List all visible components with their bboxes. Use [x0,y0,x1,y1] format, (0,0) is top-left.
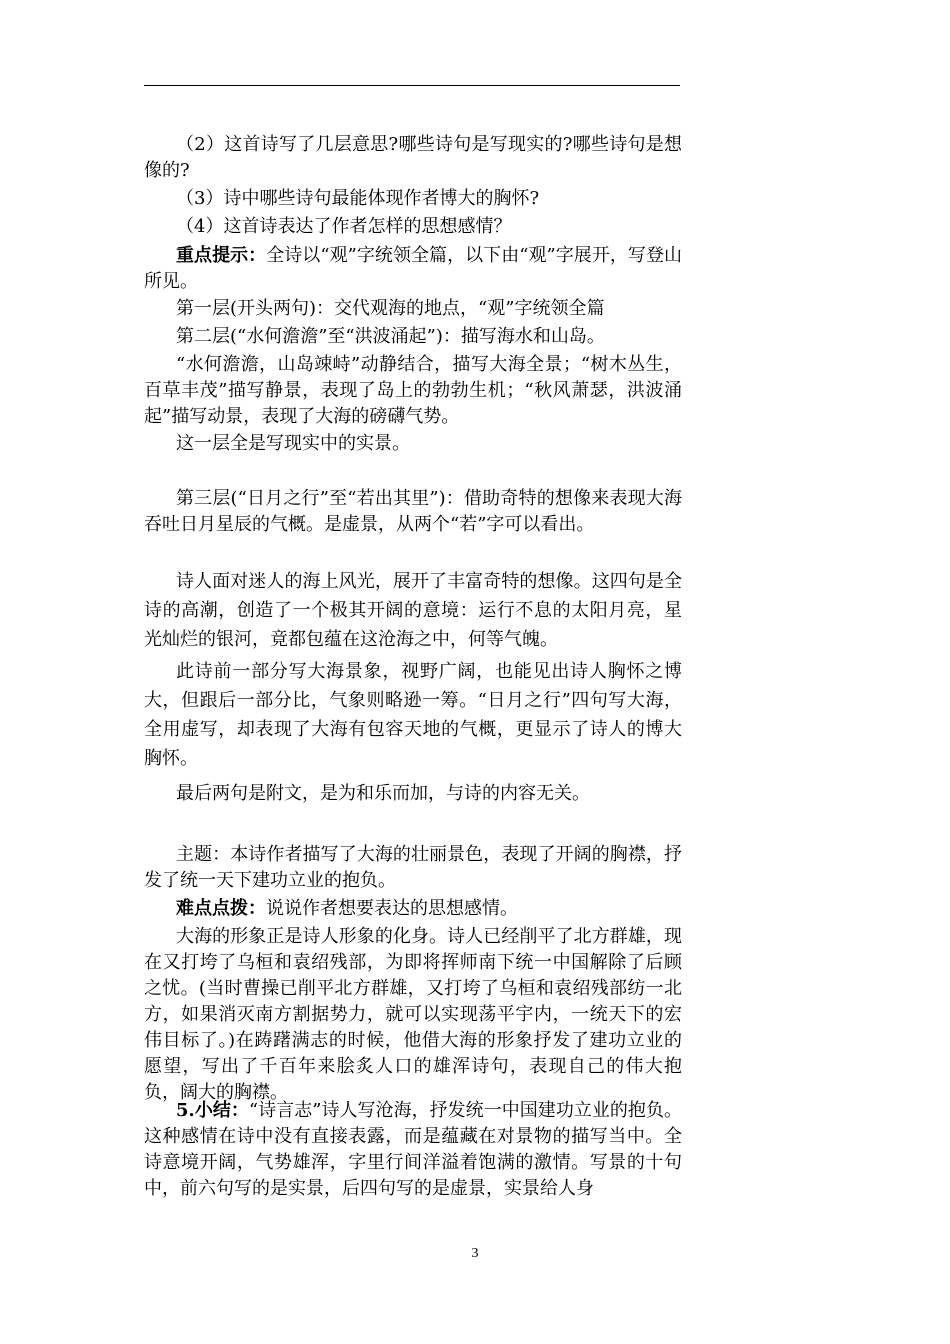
paragraph: （3）诗中哪些诗句最能体现作者博大的胸怀? [176,188,540,209]
summary-text: “诗言志”诗人写沧海，抒发统一中国建功立业的抱负。这种感情在诗中没有直接表露，而是蕴藏在对景物的描写当中。全诗意境开阔，气势雄浑，字里行间洋溢着饱满的激情。写景的十句中，前六句写的是实景，后四句写的是虚景，实景给人身 [144,1100,682,1199]
summary-label: 5.小结： [176,1100,249,1121]
header-rule [144,85,680,86]
paragraph: 此诗前一部分写大海景象，视野广阔，也能见出诗人胸怀之博大，但跟后一部分比，气象则略逊一筹。“日月之行”四句写大海，全用虚写，却表现了大海有包容天地的气概，更显示了诗人的博大胸怀。 [144,661,682,769]
theme-paragraph: 主题：本诗作者描写了大海的壮丽景色，表现了开阔的胸襟，抒发了统一天下建功立业的抱负。 [144,844,682,891]
key-point-text: 全诗以“观”字统领全篇，以下由“观”字展开，写登山所见。 [144,245,683,292]
paragraph: 大海的形象正是诗人形象的化身。诗人已经削平了北方群雄，现在又打垮了乌桓和袁绍残部，为即将挥师南下统一中国解除了后顾之忧。(当时曹操已削平北方群雄，又打垮了乌桓和袁绍残部纺一北方，如果消灭南方割据势力，就可以实现荡平宇内，一统天下的宏伟目标了。)在踌躇满志的时候，他借大海的形象抒发了建功立业的愿望，写出了千百年来脍炙人口的雄浑诗句，表现自己的伟大抱负，阔大的胸襟。 [144,926,682,1103]
paragraph: 第三层(“日月之行”至“若出其里”)：借助奇特的想像来表现大海吞吐日月星辰的气概。是虚景，从两个“若”字可以看出。 [144,488,682,535]
paragraph: “水何澹澹，山岛竦峙”动静结合，描写大海全景；“树木丛生，百草丰茂”描写静景，表现了岛上的勃勃生机；“秋风萧瑟，洪波涌起”描写动景，表现了大海的磅礴气势。 [144,354,682,427]
difficulty-text: 说说作者想要表达的思想感情。 [266,898,518,919]
paragraph: （4）这首诗表达了作者怎样的思想感情？ [176,216,512,237]
summary-paragraph [144,1098,682,1202]
difficulty-paragraph [144,896,682,922]
paragraph: 第一层(开头两句)：交代观海的地点，“观”字统领全篇 [176,298,605,319]
difficulty-label: 难点点拨： [176,898,266,919]
page-number: 3 [471,1246,479,1261]
paragraph: （2）这首诗写了几层意思?哪些诗句是写现实的?哪些诗句是想像的? [144,134,682,181]
key-point-paragraph [144,243,682,295]
paragraph: 这一层全是写现实中的实景。 [176,433,410,454]
paragraph: 最后两句是附文，是为和乐而加，与诗的内容无关。 [176,783,590,804]
key-point-label: 重点提示： [176,245,267,266]
paragraph: 诗人面对迷人的海上风光，展开了丰富奇特的想像。这四句是全诗的高潮，创造了一个极其开阔的意境：运行不息的太阳月亮，星光灿烂的银河，竟都包蕴在这沧海之中，何等气魄。 [144,571,682,650]
paragraph: 第二层(“水何澹澹”至“洪波涌起”)：描写海水和山岛。 [176,326,605,347]
